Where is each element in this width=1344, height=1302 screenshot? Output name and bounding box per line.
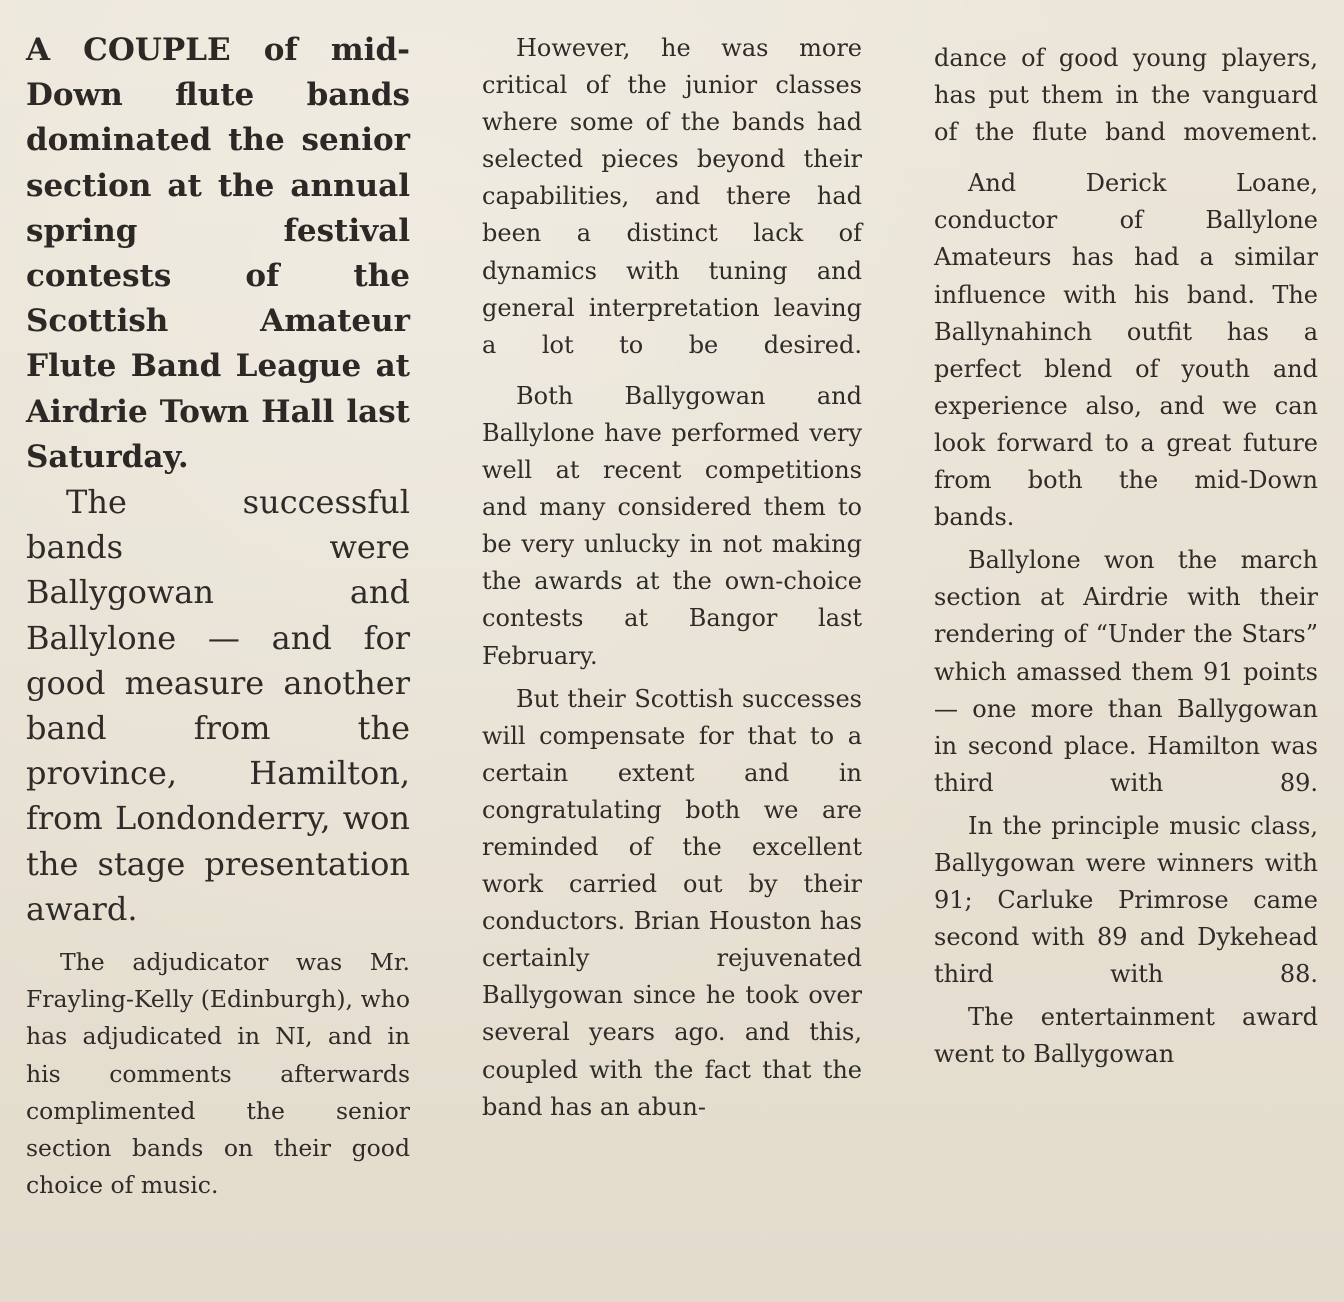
paragraph: The entertainment award went to Ballygowan <box>934 1003 1318 1069</box>
article-lead: A COUPLE of mid-Down flute bands dominated the senior section at the annual spring festival contests of the Scottish Amateur Flute Band League at Airdrie Town Hall last Saturday. <box>26 32 410 475</box>
paragraph: Ballylone won the march section at Airdrie with their rendering of “Under the Stars” which amassed them 91 points — one more than Ballygowan in second place. Hamilton was third with 89. <box>934 546 1318 797</box>
paragraph: Both Ballygowan and Ballylone have performed very well at recent competitions and many considered them to be very unlucky in not making the awards at the own-choice contests at Bangor last February. <box>482 381 862 670</box>
paragraph: dance of good young players, has put them in the vanguard of the flute band movement. <box>934 44 1318 147</box>
paragraph: The adjudicator was Mr. Frayling-Kelly (Edinburgh), who has adjudicated in NI, and in his comments afterwards complimented the senior section bands on their good choice of music. <box>26 948 410 1200</box>
column-3 <box>934 40 1318 1074</box>
paragraph: But their Scottish successes will compensate for that to a certain extent and in congratulating both we are reminded of the excellent work carried out by their conductors. Brian Houston has certainly rejuvenated Ballygowan since he took over several years ago. and this, coupled with the fact that the band has an abun- <box>482 684 862 1121</box>
column-2 <box>482 30 862 1126</box>
paragraph: However, he was more critical of the junior classes where some of the bands had selected pieces beyond their capabilities, and there had been a distinct lack of dynamics with tuning and general interpretation leaving a lot to be desired. <box>482 34 862 359</box>
column-1 <box>26 28 410 1204</box>
paragraph: The successful bands were Ballygowan and Ballylone — and for good measure another band from the province, Hamilton, from Londonderry, won the stage presentation award. <box>26 483 410 928</box>
paragraph: In the principle music class, Ballygowan were winners with 91; Carluke Primrose came second with 89 and Dykehead third with 88. <box>934 811 1318 989</box>
paragraph: And Derick Loane, conductor of Ballylone Amateurs has had a similar influence with his band. The Ballynahinch outfit has a perfect blend of youth and experience also, and we can look forward to a great future from both the mid-Down bands. <box>934 169 1318 532</box>
